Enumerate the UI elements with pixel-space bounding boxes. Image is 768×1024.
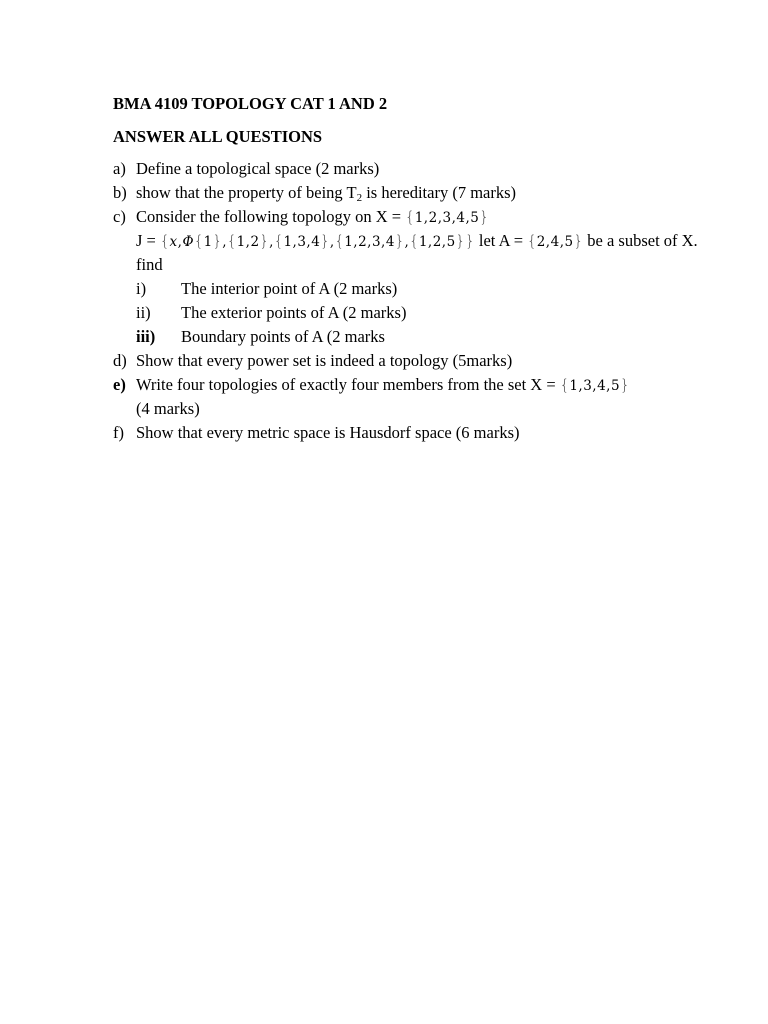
question-marker: b)	[113, 183, 127, 202]
set-x: 1,3,4,5	[569, 378, 621, 394]
question-text: show that the property of being $T_2$ is hereditary (7 marks)	[136, 183, 517, 204]
question-text: Consider the following topology on X = {1,2,3,4,5}	[136, 207, 489, 226]
question-marker: a)	[113, 159, 126, 178]
find-text: find	[136, 255, 163, 274]
subitem-marker: ii)	[136, 303, 151, 322]
subitem-text: The interior point of A (2 marks)	[181, 279, 398, 298]
question-marker: e)	[113, 375, 126, 394]
question-text: Show that every power set is indeed a topology (5marks)	[136, 351, 513, 370]
subitem-text: Boundary points of A (2 marks	[181, 327, 385, 346]
question-text: Write four topologies of exactly four members from the set X = {1,3,4,5}	[136, 375, 630, 394]
subitem-text: The exterior points of A (2 marks)	[181, 303, 407, 322]
question-marker: d)	[113, 351, 127, 370]
subscript: 2	[356, 192, 363, 204]
set-x: 1,2,3,4,5	[414, 210, 480, 226]
question-marks: (4 marks)	[136, 399, 200, 418]
subitem-marker: i)	[136, 279, 147, 298]
question-text: Show that every metric space is Hausdorf space (6 marks)	[136, 423, 520, 442]
topology-definition: J = {x,Φ{1},{1,2},{1,3,4},{1,2,3,4},{1,2,5}} let A = {2,4,5} be a subset of X.	[136, 231, 698, 250]
question-marker: c)	[113, 207, 126, 226]
subitem-marker: iii)	[136, 327, 156, 346]
document-title: BMA 4109 TOPOLOGY CAT 1 AND 2	[113, 94, 388, 113]
question-text: Define a topological space (2 marks)	[136, 159, 380, 178]
question-marker: f)	[113, 423, 124, 442]
set-a: 2,4,5	[536, 234, 574, 250]
instruction-heading: ANSWER ALL QUESTIONS	[113, 127, 323, 146]
